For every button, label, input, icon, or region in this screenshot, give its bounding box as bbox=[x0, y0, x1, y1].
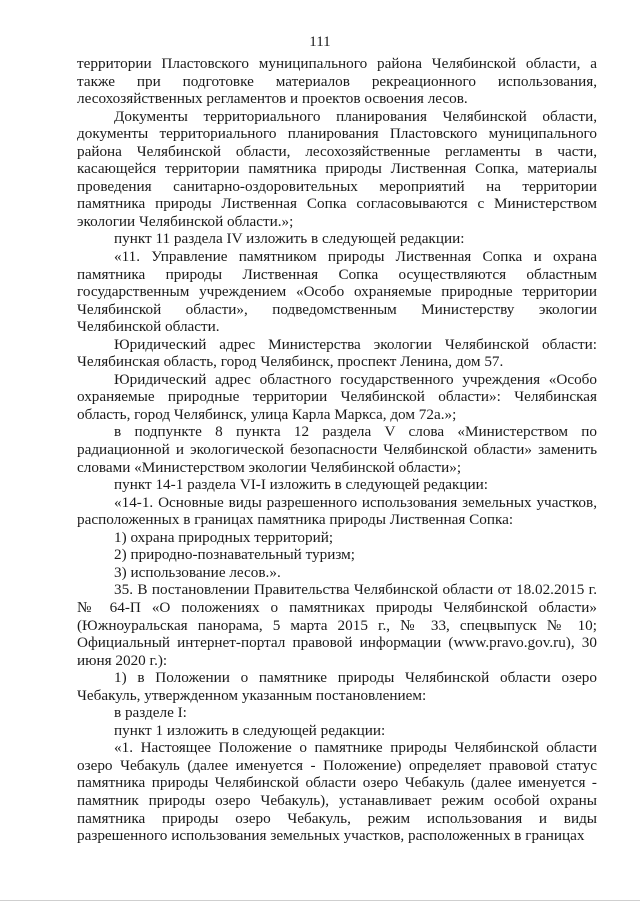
paragraph: «1. Настоящее Положение о памятнике природы Челябинской области озеро Чебакуль (далее именуется - Положение) определяет правовой статус памятника природы Челябинской области озеро Чебакуль (далее именуется - памятник природы озеро Чебакуль), устанавливает режим особой охраны памятника природы озеро Чебакуль, режим использования и виды разрешенного использования земельных участков, расположенных в границах bbox=[77, 739, 597, 845]
paragraph: 35. В постановлении Правительства Челябинской области от 18.02.2015 г. № 64-П «О положениях о памятниках природы Челябинской области» (Южноуральская панорама, 5 марта 2015 г., № 33, спецвыпуск № 10; Официальный интернет-портал правовой информации (www.pravo.gov.ru), 30 июня 2020 г.): bbox=[77, 581, 597, 669]
paragraph: пункт 11 раздела IV изложить в следующей редакции: bbox=[114, 230, 465, 248]
paragraph: в разделе I: bbox=[114, 704, 187, 722]
list-item: 1) охрана природных территорий; bbox=[114, 528, 334, 546]
paragraph: Юридический адрес областного государственного учреждения «Особо охраняемые природные территории Челябинской области»: Челябинская область, город Челябинск, улица Карла Маркса, дом 72а.»; bbox=[77, 370, 597, 423]
document-body bbox=[77, 55, 597, 845]
paragraph: в подпункте 8 пункта 12 раздела V слова «Министерством по радиационной и экологической безопасности Челябинской области» заменить словами «Министерством экологии Челябинской области»; bbox=[77, 423, 597, 476]
paragraph: Документы территориального планирования Челябинской области, документы территориального планирования Пластовского муниципального района Челябинской области, лесохозяйственные регламенты в части, касающейся территории памятника природы Лиственная Сопка, материалы проведения санитарно-оздоровительных мероприятий на территории памятника природы Лиственная Сопка согласовываются с Министерством экологии Челябинской области.»; bbox=[77, 107, 597, 230]
paragraph: Юридический адрес Министерства экологии Челябинской области: Челябинская область, город Челябинск, проспект Ленина, дом 57. bbox=[77, 335, 597, 371]
paragraph: территории Пластовского муниципального района Челябинской области, а также при подготовке материалов рекреационного использования, лесохозяйственных регламентов и проектов освоения лесов. bbox=[77, 55, 597, 108]
paragraph: 1) в Положении о памятнике природы Челябинской области озеро Чебакуль, утвержденном указанным постановлением: bbox=[77, 669, 597, 704]
paragraph: «11. Управление памятником природы Лиственная Сопка и охрана памятника природы Лиственная Сопка осуществляются областным государственным учреждением «Особо охраняемые природные территории Челябинской области», подведомственным Министерству экологии Челябинской области. bbox=[77, 248, 597, 336]
paragraph: «14-1. Основные виды разрешенного использования земельных участков, расположенных в границах памятника природы Лиственная Сопка: bbox=[77, 493, 597, 529]
page-edge-divider bbox=[0, 900, 640, 901]
page-number: 111 bbox=[309, 34, 331, 50]
list-item: 3) использование лесов.». bbox=[114, 563, 281, 581]
paragraph: пункт 1 изложить в следующей редакции: bbox=[114, 721, 386, 739]
paragraph: пункт 14-1 раздела VI-I изложить в следующей редакции: bbox=[114, 476, 489, 494]
list-item: 2) природно-познавательный туризм; bbox=[114, 546, 355, 564]
